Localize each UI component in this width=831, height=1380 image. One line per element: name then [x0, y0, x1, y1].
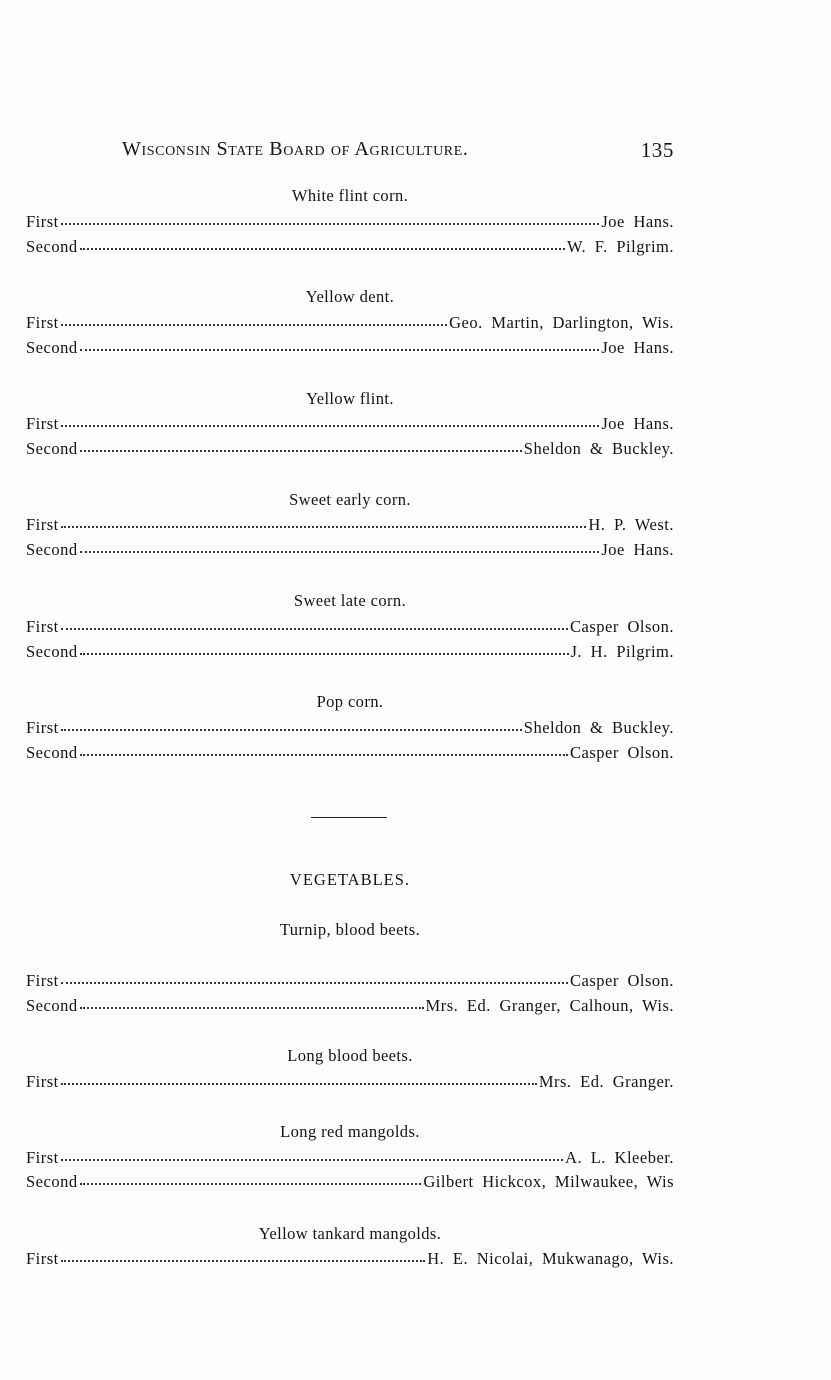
award-entry — [26, 996, 674, 1016]
dot-leader — [80, 1006, 424, 1009]
award-place: Second — [26, 540, 78, 559]
award-winner: Casper Olson. — [570, 971, 674, 990]
award-entry — [26, 515, 674, 535]
award-entry — [26, 743, 674, 763]
award-entry — [26, 414, 674, 434]
award-entry — [26, 439, 674, 459]
award-place: First — [26, 1072, 59, 1091]
award-place: First — [26, 971, 59, 990]
award-place: First — [26, 617, 59, 636]
dot-leader — [61, 222, 600, 225]
award-place: Second — [26, 743, 78, 762]
award-place: First — [26, 718, 59, 737]
dot-leader — [61, 1259, 425, 1262]
award-winner: Sheldon & Buckley. — [523, 718, 674, 737]
award-winner: Gilbert Hickcox, Milwaukee, Wis — [423, 1172, 674, 1191]
award-place: Second — [26, 996, 78, 1015]
section-title: VEGETABLES. — [289, 870, 411, 889]
category-heading: Long red mangolds. — [280, 1122, 420, 1141]
award-place: Second — [26, 237, 78, 256]
award-place: Second — [26, 642, 78, 661]
award-entry — [26, 1172, 674, 1192]
dot-leader — [61, 1158, 563, 1161]
running-head — [122, 138, 674, 161]
award-place: First — [26, 414, 59, 433]
award-entry — [26, 642, 674, 662]
award-place: First — [26, 1249, 59, 1268]
award-winner: Casper Olson. — [570, 617, 674, 636]
dot-leader — [80, 449, 522, 452]
category-heading: Long blood beets. — [287, 1046, 413, 1065]
dot-leader — [61, 728, 522, 731]
dot-leader — [61, 424, 600, 427]
award-entry — [26, 313, 674, 333]
award-winner: Joe Hans. — [601, 338, 674, 357]
category-heading: Yellow flint. — [306, 389, 394, 408]
category-heading: Pop corn. — [316, 692, 384, 711]
award-place: First — [26, 212, 59, 231]
award-winner: Geo. Martin, Darlington, Wis. — [449, 313, 674, 332]
award-entry — [26, 617, 674, 637]
award-entry — [26, 338, 674, 358]
dot-leader — [80, 247, 565, 250]
dot-leader — [61, 525, 587, 528]
award-place: Second — [26, 1172, 78, 1191]
award-entry — [26, 971, 674, 991]
award-entry — [26, 1249, 674, 1269]
award-winner: Joe Hans. — [601, 540, 674, 559]
award-entry — [26, 1072, 674, 1092]
award-entry — [26, 718, 674, 738]
category-heading: Sweet early corn. — [289, 490, 411, 509]
dot-leader — [80, 753, 568, 756]
dot-leader — [80, 652, 569, 655]
award-winner: Joe Hans. — [601, 414, 674, 433]
award-entry — [26, 212, 674, 232]
dot-leader — [61, 627, 568, 630]
dot-leader — [80, 550, 600, 553]
section-divider — [311, 817, 387, 818]
dot-leader — [80, 348, 600, 351]
award-winner: Mrs. Ed. Granger. — [538, 1072, 674, 1091]
award-entry — [26, 1148, 674, 1168]
category-heading: White flint corn. — [291, 186, 409, 205]
page-number: 135 — [640, 138, 674, 162]
award-winner: H. E. Nicolai, Mukwanago, Wis. — [427, 1249, 674, 1268]
category-heading: Turnip, blood beets. — [279, 920, 421, 939]
award-winner: J. H. Pilgrim. — [570, 642, 674, 661]
dot-leader — [61, 981, 568, 984]
award-winner: Joe Hans. — [601, 212, 674, 231]
award-place: First — [26, 515, 59, 534]
dot-leader — [61, 323, 447, 326]
category-heading: Yellow tankard mangolds. — [258, 1224, 442, 1243]
award-place: First — [26, 1148, 59, 1167]
award-entry — [26, 540, 674, 560]
award-winner: H. P. West. — [588, 515, 674, 534]
running-head-title: Wisconsin State Board of Agriculture. — [122, 138, 469, 160]
award-winner: W. F. Pilgrim. — [566, 237, 674, 256]
dot-leader — [80, 1182, 422, 1185]
award-winner: Casper Olson. — [570, 743, 674, 762]
award-place: First — [26, 313, 59, 332]
award-place: Second — [26, 439, 78, 458]
award-entry — [26, 237, 674, 257]
category-heading: Yellow dent. — [305, 287, 395, 306]
award-winner: Sheldon & Buckley. — [523, 439, 674, 458]
category-heading: Sweet late corn. — [293, 591, 407, 610]
award-winner: Mrs. Ed. Granger, Calhoun, Wis. — [425, 996, 674, 1015]
dot-leader — [61, 1082, 537, 1085]
award-place: Second — [26, 338, 78, 357]
award-winner: A. L. Kleeber. — [565, 1148, 674, 1167]
